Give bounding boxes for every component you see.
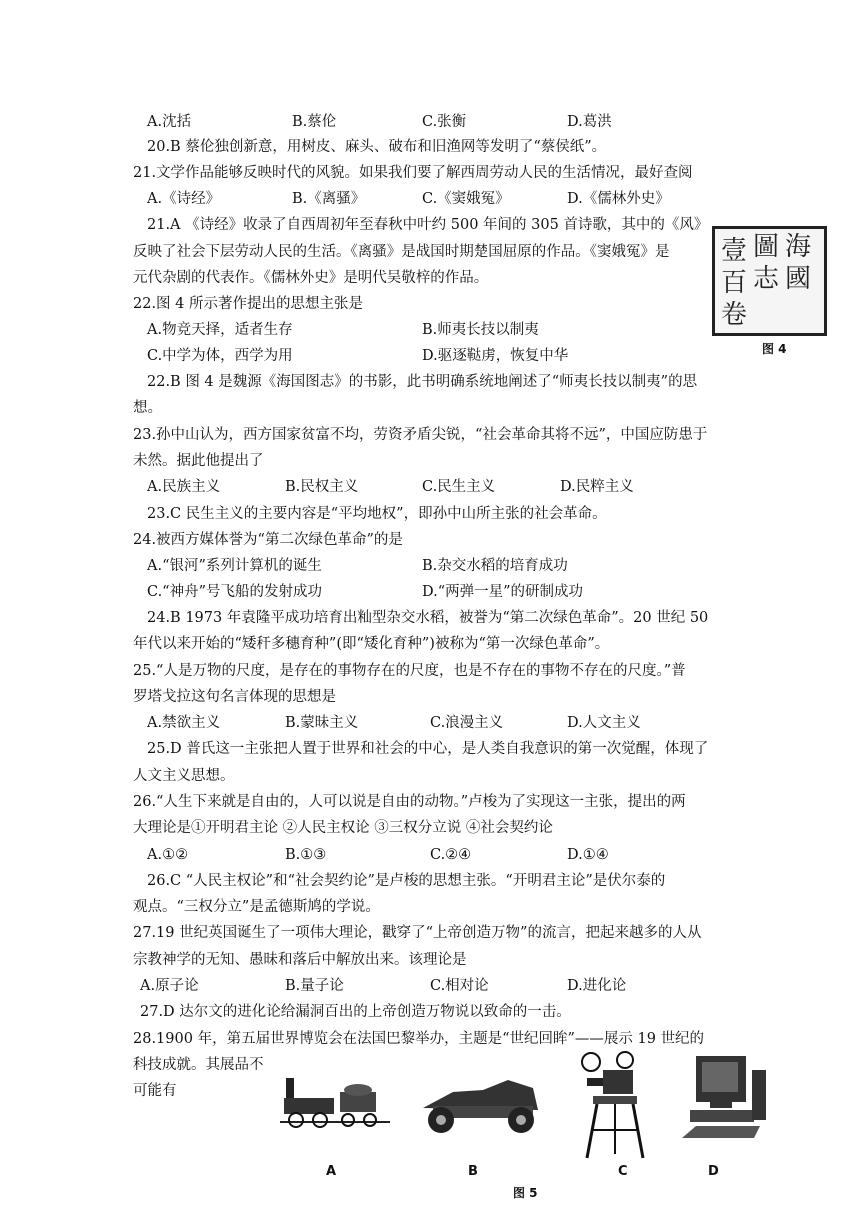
q25-option-a: A.禁欲主义 [147,715,221,731]
q24-option-c: C.“神舟”号飞船的发射成功 [147,584,323,600]
answer-25-line-2: 人文主义思想。 [133,768,235,784]
figure-5 [268,1050,788,1200]
figure-5-label-a: A [326,1164,337,1179]
fig4-seal-char: 國 [785,264,812,294]
q25-option-b: B.蒙昧主义 [285,715,359,731]
q22-option-c: C.中学为体，西学为用 [147,348,293,364]
q26-option-b: B.①③ [285,847,327,863]
q20-option-b: B.蔡伦 [292,114,337,130]
q21-option-c: C.《窦娥冤》 [422,191,510,207]
fig4-seal-char: 卷 [721,300,748,330]
q23-option-c: C.民生主义 [422,479,496,495]
answer-26-line-1: 26.C “人民主权论”和“社会契约论”是卢梭的思想主张。“开明君主论”是伏尔泰的 [147,873,666,889]
answer-22-line-2: 想。 [133,400,162,416]
figure-4-caption: 图 4 [762,342,787,356]
question-26-line-2: 大理论是①开明君主论 ②人民主权论 ③三权分立说 ④社会契约论 [133,820,553,836]
early-automobile-image [413,1070,543,1140]
question-27-line-2: 宗教神学的无知、愚昧和落后中解放出来。该理论是 [133,952,467,968]
q27-option-b: B.量子论 [285,978,344,994]
question-28-line-1: 28.1900 年，第五届世界博览会在法国巴黎举办，主题是“世纪回眸”——展示 19 世纪的 [133,1031,705,1047]
figure-5-label-b: B [468,1164,478,1179]
question-26-line-1: 26.“人生下来就是自由的，人可以说是自由的动物。”卢梭为了实现这一主张，提出的两 [133,794,686,810]
question-28-line-2: 科技成就。其展品不 [133,1057,264,1073]
question-28-line-3: 可能有 [133,1083,177,1099]
q26-option-a: A.①② [147,847,189,863]
figure-5-caption: 图 5 [513,1186,538,1200]
question-24: 24.被西方媒体誉为“第二次绿色革命”的是 [133,532,403,548]
fig4-seal-char: 壹 [721,236,748,266]
q22-option-b: B.师夷长技以制夷 [422,322,539,338]
q24-option-a: A.“银河”系列计算机的诞生 [147,558,322,574]
answer-21-line-2: 反映了社会下层劳动人民的生活。《离骚》是战国时期楚国屈原的作品。《窦娥冤》是 [133,244,670,260]
personal-computer-image [680,1050,770,1150]
fig4-seal-char: 圖 [753,232,780,262]
q23-option-d: D.民粹主义 [560,479,634,495]
q25-option-d: D.人文主义 [567,715,641,731]
q23-option-a: A.民族主义 [147,479,221,495]
q21-option-b: B.《离骚》 [292,191,366,207]
q21-option-d: D.《儒林外史》 [567,191,670,207]
q24-option-d: D.“两弹一星”的研制成功 [422,584,584,600]
figure-5-label-d: D [708,1164,719,1179]
question-23-line-2: 未然。据此他提出了 [133,453,264,469]
q23-option-b: B.民权主义 [285,479,359,495]
q22-option-a: A.物竞天择，适者生存 [147,322,293,338]
figure-4-book-cover [712,226,827,336]
q26-option-c: C.②④ [430,847,472,863]
film-projector-image [573,1050,653,1160]
fig4-seal-char: 海 [785,232,812,262]
question-25-line-2: 罗塔戈拉这句名言体现的思想是 [133,689,336,705]
question-27-line-1: 27.19 世纪英国诞生了一项伟大理论，戳穿了“上帝创造万物”的流言，把起来越多的人从 [133,925,702,941]
answer-26-line-2: 观点。“三权分立”是孟德斯鸠的学说。 [133,899,380,915]
answer-21-line-1: 21.A 《诗经》收录了自西周初年至春秋中叶约 500 年间的 305 首诗歌，其中的《风》 [147,217,709,233]
answer-27: 27.D 达尔文的进化论给漏洞百出的上帝创造万物说以致命的一击。 [140,1004,571,1020]
q20-option-a: A.沈括 [147,114,192,130]
fig4-seal-char: 志 [753,264,780,294]
fig4-seal-char: 百 [721,268,748,298]
q27-option-a: A.原子论 [140,978,199,994]
q26-option-d: D.①④ [567,847,609,863]
q20-option-c: C.张衡 [422,114,467,130]
question-25-line-1: 25.“人是万物的尺度，是存在的事物存在的尺度，也是不存在的事物不存在的尺度。”普 [133,663,686,679]
question-21: 21.文学作品能够反映时代的风貌。如果我们要了解西周劳动人民的生活情况，最好查阅 [133,165,693,181]
q20-option-d: D.葛洪 [567,114,612,130]
answer-20: 20.B 蔡伦独创新意，用树皮、麻头、破布和旧渔网等发明了“蔡侯纸”。 [147,139,607,155]
steam-locomotive-image [280,1070,390,1140]
q21-option-a: A.《诗经》 [147,191,221,207]
answer-24-line-1: 24.B 1973 年袁隆平成功培育出籼型杂交水稻，被誉为“第二次绿色革命”。20 世纪 50 [147,610,709,626]
q25-option-c: C.浪漫主义 [430,715,504,731]
q27-option-d: D.进化论 [567,978,627,994]
q22-option-d: D.驱逐鞑虏，恢复中华 [422,348,569,364]
question-22: 22.图 4 所示著作提出的思想主张是 [133,296,364,312]
figure-5-label-c: C [618,1164,628,1179]
answer-21-line-3: 元代杂剧的代表作。《儒林外史》是明代吴敬梓的作品。 [133,270,489,286]
answer-23: 23.C 民生主义的主要内容是“平均地权”，即孙中山所主张的社会革命。 [147,506,607,522]
answer-25-line-1: 25.D 普氏这一主张把人置于世界和社会的中心，是人类自我意识的第一次觉醒，体现了 [147,741,709,757]
answer-24-line-2: 年代以来开始的“矮秆多穗育种”(即“矮化育种”)被称为“第一次绿色革命”。 [133,636,610,652]
answer-22-line-1: 22.B 图 4 是魏源《海国图志》的书影，此书明确系统地阐述了“师夷长技以制夷”的思 [147,374,698,390]
question-23-line-1: 23.孙中山认为，西方国家贫富不均，劳资矛盾尖锐，“社会革命其将不远”，中国应防患于 [133,427,708,443]
q24-option-b: B.杂交水稻的培育成功 [422,558,568,574]
q27-option-c: C.相对论 [430,978,489,994]
